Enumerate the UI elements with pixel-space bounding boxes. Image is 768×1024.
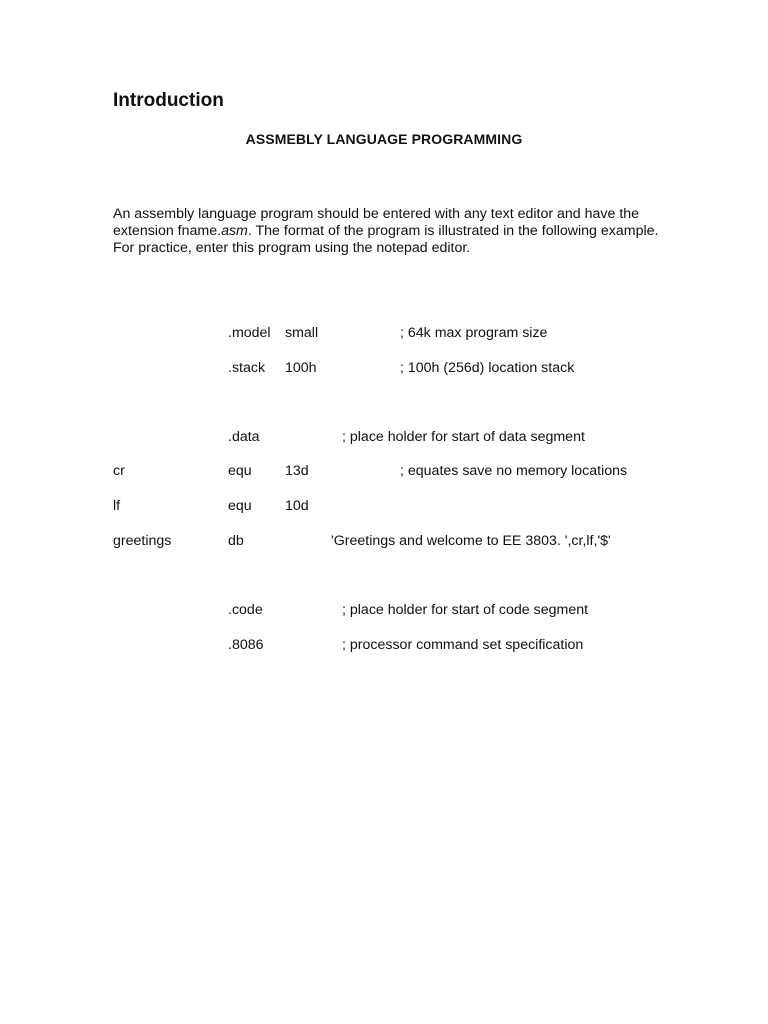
cpu-comment: ; processor command set specification xyxy=(342,637,584,653)
intro-paragraph xyxy=(113,206,673,257)
cr-argument: 13d xyxy=(285,463,309,479)
intro-text-part2: . The format of the program is illustrated in the following example. For practice, enter this program using the notepad editor. xyxy=(113,223,659,256)
model-directive: .model xyxy=(228,325,271,341)
lf-label: lf xyxy=(113,498,121,514)
cr-operation: equ xyxy=(228,463,252,479)
page-title: Introduction xyxy=(113,90,224,111)
greetings-operation: db xyxy=(228,533,244,549)
lf-operation: equ xyxy=(228,498,252,514)
cr-comment: ; equates save no memory locations xyxy=(400,463,628,479)
model-comment: ; 64k max program size xyxy=(400,325,548,341)
cr-label: cr xyxy=(113,463,125,479)
data-comment: ; place holder for start of data segment xyxy=(342,429,585,445)
stack-directive: .stack xyxy=(228,360,266,376)
code-directive: .code xyxy=(228,602,263,618)
data-directive: .data xyxy=(228,429,260,445)
code-comment: ; place holder for start of code segment xyxy=(342,602,589,618)
greetings-label: greetings xyxy=(113,533,172,549)
model-argument: small xyxy=(285,325,319,341)
document-subtitle: ASSMEBLY LANGUAGE PROGRAMMING xyxy=(245,131,523,147)
cpu-directive: .8086 xyxy=(228,637,264,653)
lf-argument: 10d xyxy=(285,498,309,514)
stack-argument: 100h xyxy=(285,360,317,376)
file-extension: asm xyxy=(221,223,248,239)
greetings-string: 'Greetings and welcome to EE 3803. ',cr,lf,'$' xyxy=(331,533,611,549)
intro-text-part1: An assembly language program should be entered with any text editor and have the extension fname. xyxy=(113,206,640,239)
stack-comment: ; 100h (256d) location stack xyxy=(400,360,575,376)
